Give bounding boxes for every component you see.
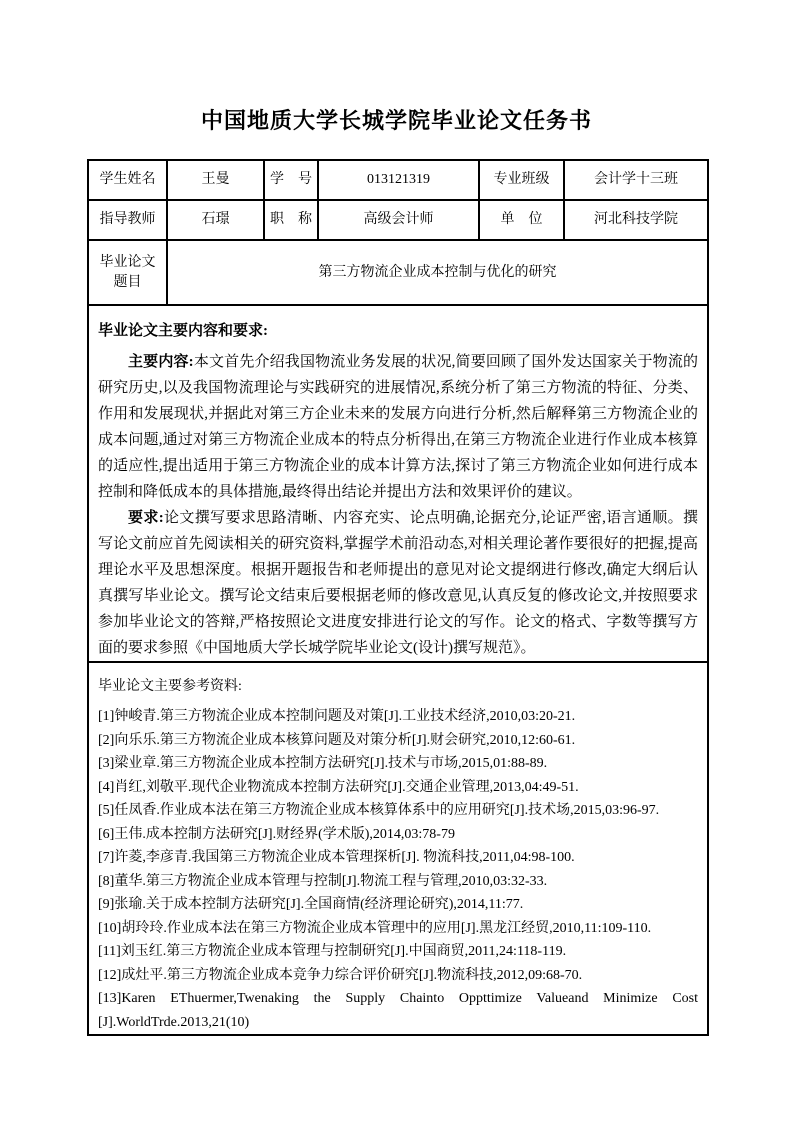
advisor-title-label: 职 称	[264, 200, 318, 240]
advisor-name-label: 指导教师	[88, 200, 167, 240]
requirements-text: 论文撰写要求思路清晰、内容充实、论点明确,论据充分,论证严密,语言通顺。撰写论文前应首先阅读相关的研究资料,掌握学术前沿动态,对相关理论著作要很好的把握,提高理论水平及思想深度。根据开题报告和老师提出的意见对论文提纲进行修改,确定大纲后认真撰写毕业论文。撰写论文结束后要根据老师的修改意见,认真反复的修改论文,并按照要求参加毕业论文的答辩,严格按照论文进度安排进行论文的写作。论文的格式、字数等撰写方面的要求参照《中国地质大学长城学院毕业论文(设计)撰写规范》。	[98, 510, 698, 656]
content-inner	[89, 306, 707, 661]
references-heading: 毕业论文主要参考资料:	[98, 679, 242, 694]
requirements-label: 要求:	[128, 510, 164, 526]
thesis-title-label	[88, 240, 167, 305]
main-content-text: 本文首先介绍我国物流业务发展的状况,简要回顾了国外发达国家关于物流的研究历史,以及我国物流理论与实践研究的进展情况,系统分析了第三方物流的特征、分类、作用和发展现状,并据此对第三方企业未来的发展方向进行分析,然后解释第三方物流企业的成本问题,通过对第三方物流企业成本的特点分析得出,在第三方物流企业进行作业成本核算的适应性,提出适用于第三方物流企业的成本计算方法,探讨了第三方物流企业如何进行成本控制和降低成本的具体措施,最终得出结论并提出方法和效果评价的建议。	[98, 354, 698, 500]
content-heading: 毕业论文主要内容和要求:	[98, 323, 268, 339]
main-content-label: 主要内容:	[128, 354, 194, 370]
reference-item-1: [1]钟峻青.第三方物流企业成本控制问题及对策[J].工业技术经济,2010,03:20-21.	[98, 709, 576, 724]
reference-item-12: [12]成灶平.第三方物流企业成本竞争力综合评价研究[J].物流科技,2012,09:68-70.	[98, 967, 583, 983]
reference-item-6: [6]王伟.成本控制方法研究[J].财经界(学术版),2014,03:78-79	[98, 826, 455, 842]
advisor-name-value: 石璟	[167, 200, 264, 240]
thesis-title-label-line1: 毕业论文	[99, 254, 156, 270]
advisor-info-row	[88, 200, 708, 240]
reference-item-7: [7]许菱,李彦青.我国第三方物流企业成本管理探析[J]. 物流科技,2011,04:98-100.	[98, 850, 575, 865]
advisor-title-value: 高级会计师	[318, 200, 479, 240]
student-name-value: 王曼	[167, 160, 264, 200]
reference-item-10: [10]胡玲玲.作业成本法在第三方物流企业成本管理中的应用[J].黑龙江经贸,2010,11:109-110.	[98, 920, 652, 936]
student-name-label: 学生姓名	[88, 160, 167, 200]
reference-item-2: [2]向乐乐.第三方物流企业成本核算问题及对策分析[J].财会研究,2010,12:60-61.	[98, 732, 576, 748]
reference-item-11: [11]刘玉红.第三方物流企业成本管理与控制研究[J].中国商贸,2011,24:118-119.	[98, 944, 567, 959]
references-cell	[88, 662, 708, 1035]
reference-item-4: [4]肖红,刘敬平.现代企业物流成本控制方法研究[J].交通企业管理,2013,04:49-51.	[98, 779, 579, 795]
thesis-title-value: 第三方物流企业成本控制与优化的研究	[167, 240, 708, 305]
student-info-row	[88, 160, 708, 200]
main-content-paragraph	[98, 349, 698, 505]
references-inner	[89, 663, 707, 1034]
class-label: 专业班级	[479, 160, 564, 200]
advisor-unit-label: 单 位	[479, 200, 564, 240]
reference-item-9: [9]张瑜.关于成本控制方法研究[J].全国商情(经济理论研究),2014,11:77.	[98, 897, 524, 912]
thesis-title-label-line2: 题目	[113, 274, 142, 290]
reference-item-13: [13]Karen EThuermer,Twenaking the Supply Chainto Oppttimize Valueand Minimize Cost [J].WorldTrde.2013,21(10)	[98, 991, 698, 1030]
advisor-unit-value: 河北科技学院	[564, 200, 708, 240]
references-row	[88, 662, 708, 1035]
page-title: 中国地质大学长城学院毕业论文任务书	[200, 108, 592, 133]
content-cell	[88, 305, 708, 662]
student-id-label: 学 号	[264, 160, 318, 200]
reference-item-8: [8]董华.第三方物流企业成本管理与控制[J].物流工程与管理,2010,03:32-33.	[98, 873, 548, 889]
requirements-paragraph	[98, 505, 698, 661]
class-value: 会计学十三班	[564, 160, 708, 200]
content-row	[88, 305, 708, 662]
reference-item-5: [5]任凤香.作业成本法在第三方物流企业成本核算体系中的应用研究[J].技术场,2015,03:96-97.	[98, 803, 660, 818]
student-id-value: 013121319	[318, 160, 479, 200]
reference-item-3: [3]梁业章.第三方物流企业成本控制方法研究[J].技术与市场,2015,01:88-89.	[98, 756, 548, 771]
thesis-title-row	[88, 240, 708, 305]
task-book-table	[87, 159, 709, 1036]
